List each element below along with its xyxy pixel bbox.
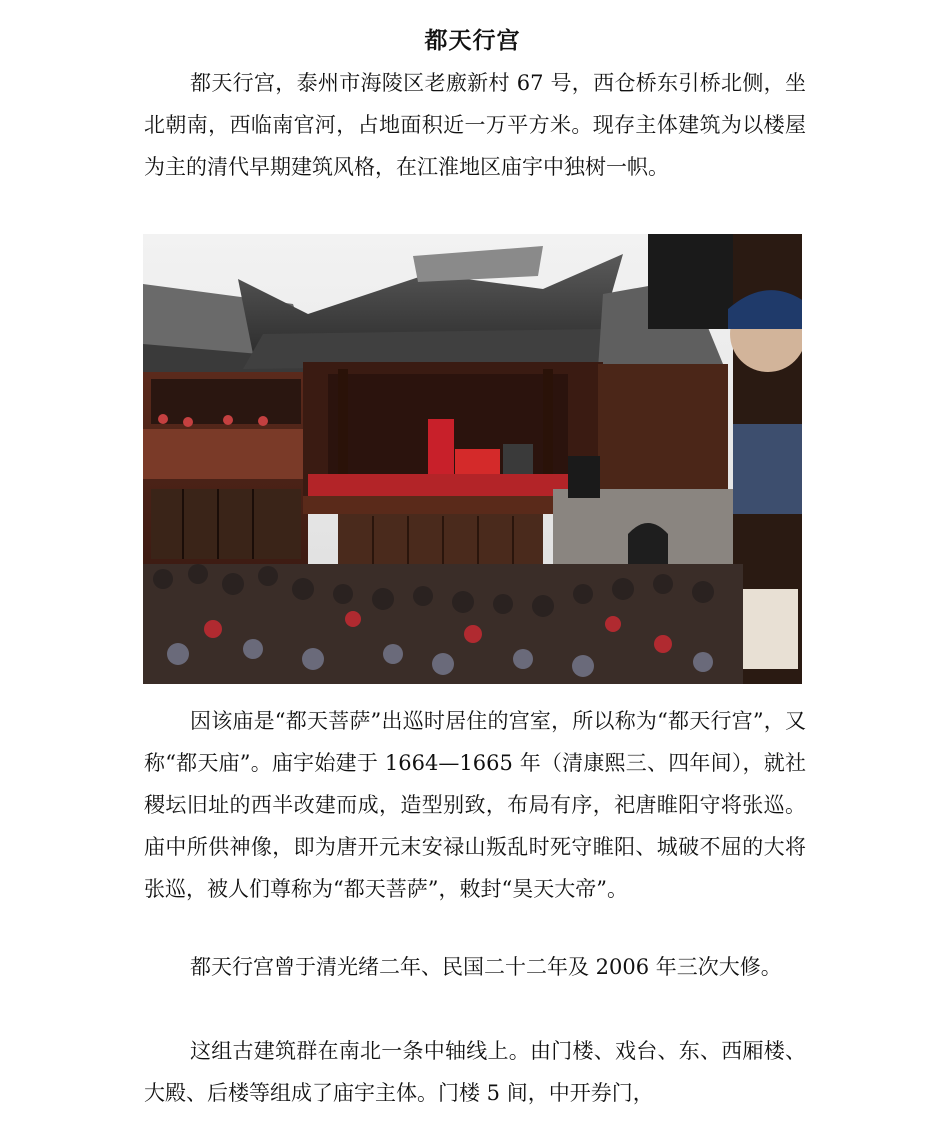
paragraph-history: 因该庙是“都天菩萨”出巡时居住的宫室，所以称为“都天行宫”，又称“都天庙”。庙宇始建于 1664—1665 年（清康熙三、四年间），就社稷坛旧址的西半改建而成，造型别致，布局有序，祀唐睢阳守将张巡。庙中所供神像，即为唐开元末安禄山叛乱时死守睢阳、城破不屈的大将张巡，被人们尊称为“都天菩萨”，敕封“昊天大帝”。 <box>144 709 806 901</box>
page-title: 都天行宫 <box>424 27 521 54</box>
paragraph-repairs: 都天行宫曾于清光绪二年、民国二十二年及 2006 年三次大修。 <box>190 955 782 979</box>
paragraph-intro: 都天行宫，泰州市海陵区老廒新村 67 号，西仓桥东引桥北侧，坐北朝南，西临南官河，占地面积近一万平方米。现存主体建筑为以楼屋为主的清代早期建筑风格，在江淮地区庙宇中独树一帜。 <box>144 71 806 179</box>
paragraph-layout: 这组古建筑群在南北一条中轴线上。由门楼、戏台、东、西厢楼、大殿、后楼等组成了庙宇主体。门楼 5 间，中开券门， <box>144 1039 806 1105</box>
temple-stage-photo <box>143 234 802 684</box>
